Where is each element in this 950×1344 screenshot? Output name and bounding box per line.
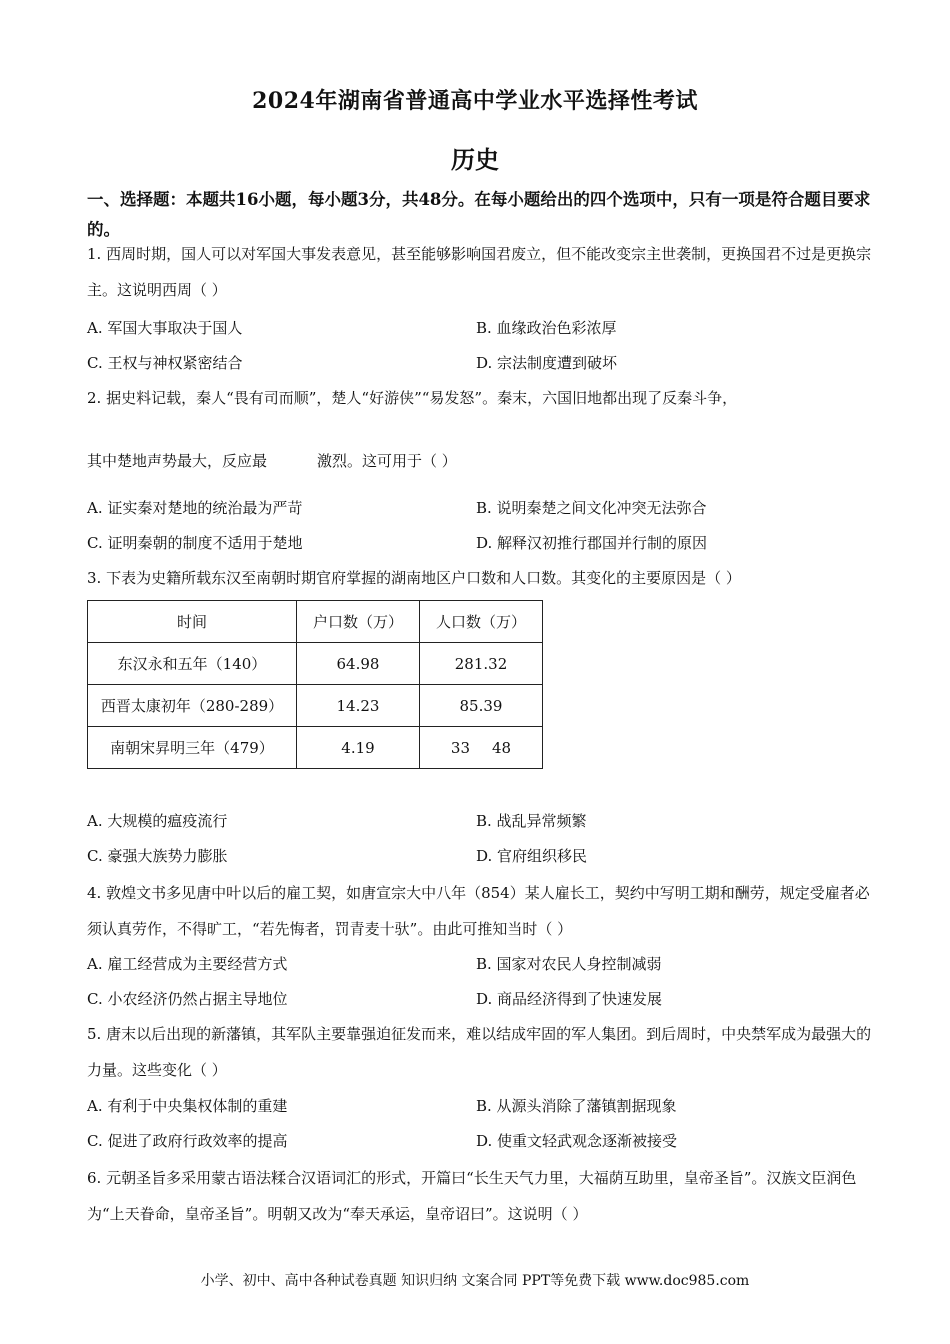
question-2-option-c[interactable]: C. 证明秦朝的制度不适用于楚地 bbox=[87, 534, 303, 552]
question-6-stem: 6. 元朝圣旨多采用蒙古语法糅合汉语词汇的形式，开篇曰“长生天气力里，大福荫互助里，皇帝圣旨”。汉族文臣润色为“上天眷命，皇帝圣旨”。明朝又改为“奉天承运，皇帝诏曰”。这说明（ ） bbox=[87, 1169, 857, 1223]
table-row bbox=[88, 643, 543, 685]
table-header-row bbox=[88, 601, 543, 643]
question-3-stem: 3. 下表为史籍所载东汉至南朝时期官府掌握的湖南地区户口数和人口数。其变化的主要原因是（ ） bbox=[87, 569, 741, 587]
table-header-cell: 人口数（万） bbox=[420, 601, 543, 643]
question-1-option-a[interactable]: A. 军国大事取决于国人 bbox=[87, 319, 243, 337]
question-5-option-c[interactable]: C. 促进了政府行政效率的提高 bbox=[87, 1132, 288, 1150]
page-footer: 小学、初中、高中各种试卷真题 知识归纳 文案合同 PPT等免费下载 www.doc985.com bbox=[200, 1273, 750, 1289]
section-heading: 一、选择题：本题共16小题，每小题3分，共48分。在每小题给出的四个选项中，只有一项是符合题目要求的。 bbox=[87, 190, 871, 239]
exam-title: 2024年湖南省普通高中学业水平选择性考试 bbox=[252, 88, 698, 114]
table-cell-part: 33 bbox=[450, 738, 470, 757]
question-3-option-a[interactable]: A. 大规模的瘟疫流行 bbox=[87, 812, 228, 830]
question-2-option-b[interactable]: B. 说明秦楚之间文化冲突无法弥合 bbox=[476, 499, 707, 517]
question-4-option-c[interactable]: C. 小农经济仍然占据主导地位 bbox=[87, 990, 288, 1008]
table-cell: 281.32 bbox=[420, 643, 543, 685]
question-1-stem: 1. 西周时期，国人可以对军国大事发表意见，甚至能够影响国君废立，但不能改变宗主世袭制，更换国君不过是更换宗主。这说明西周（ ） bbox=[87, 245, 872, 299]
question-2-stem-line2 bbox=[87, 451, 457, 471]
question-2-stem-part-a: 其中楚地声势最大，反应最 bbox=[87, 452, 268, 470]
table-header-cell: 户口数（万） bbox=[297, 601, 420, 643]
question-2-stem-line1: 2. 据史料记载，秦人“畏有司而顺”，楚人“好游侠”“易发怒”。秦末，六国旧地都出现了反秦斗争， bbox=[87, 389, 738, 407]
question-1-option-d[interactable]: D. 宗法制度遭到破坏 bbox=[476, 354, 618, 372]
table-cell: 4.19 bbox=[297, 727, 420, 769]
table-header-cell: 时间 bbox=[88, 601, 297, 643]
table-cell bbox=[420, 727, 543, 769]
question-3-option-c[interactable]: C. 豪强大族势力膨胀 bbox=[87, 847, 228, 865]
question-2-option-d[interactable]: D. 解释汉初推行郡国并行制的原因 bbox=[476, 534, 708, 552]
table-cell: 64.98 bbox=[297, 643, 420, 685]
table-cell: 东汉永和五年（140） bbox=[88, 643, 297, 685]
question-2-stem-part-b: 激烈。这可用于（ ） bbox=[317, 452, 457, 470]
question-3-option-d[interactable]: D. 官府组织移民 bbox=[476, 847, 588, 865]
question-3-option-b[interactable]: B. 战乱异常频繁 bbox=[476, 812, 587, 830]
question-4-option-a[interactable]: A. 雇工经营成为主要经营方式 bbox=[87, 955, 288, 973]
table-cell-part: 48 bbox=[492, 738, 512, 757]
population-table bbox=[87, 600, 543, 769]
question-2-option-a[interactable]: A. 证实秦对楚地的统治最为严苛 bbox=[87, 499, 303, 517]
table-cell: 南朝宋昇明三年（479） bbox=[88, 727, 297, 769]
subject-title: 历史 bbox=[451, 145, 499, 174]
question-5-option-d[interactable]: D. 使重文轻武观念逐渐被接受 bbox=[476, 1132, 678, 1150]
table-row bbox=[88, 727, 543, 769]
table-row bbox=[88, 685, 543, 727]
question-4-option-b[interactable]: B. 国家对农民人身控制减弱 bbox=[476, 955, 662, 973]
question-1-option-b[interactable]: B. 血缘政治色彩浓厚 bbox=[476, 319, 617, 337]
question-4-stem: 4. 敦煌文书多见唐中叶以后的雇工契，如唐宣宗大中八年（854）某人雇长工，契约中写明工期和酬劳，规定受雇者必须认真劳作，不得旷工，“若先悔者，罚青麦十驮”。由此可推知当时（ ） bbox=[87, 884, 870, 938]
table-cell: 85.39 bbox=[420, 685, 543, 727]
question-5-option-a[interactable]: A. 有利于中央集权体制的重建 bbox=[87, 1097, 288, 1115]
question-5-option-b[interactable]: B. 从源头消除了藩镇割据现象 bbox=[476, 1097, 677, 1115]
question-4-option-d[interactable]: D. 商品经济得到了快速发展 bbox=[476, 990, 663, 1008]
question-1-option-c[interactable]: C. 王权与神权紧密结合 bbox=[87, 354, 243, 372]
table-cell: 14.23 bbox=[297, 685, 420, 727]
question-5-stem: 5. 唐末以后出现的新藩镇，其军队主要靠强迫征发而来，难以结成牢固的军人集团。到后周时，中央禁军成为最强大的力量。这些变化（ ） bbox=[87, 1025, 872, 1079]
table-cell: 西晋太康初年（280-289） bbox=[88, 685, 297, 727]
